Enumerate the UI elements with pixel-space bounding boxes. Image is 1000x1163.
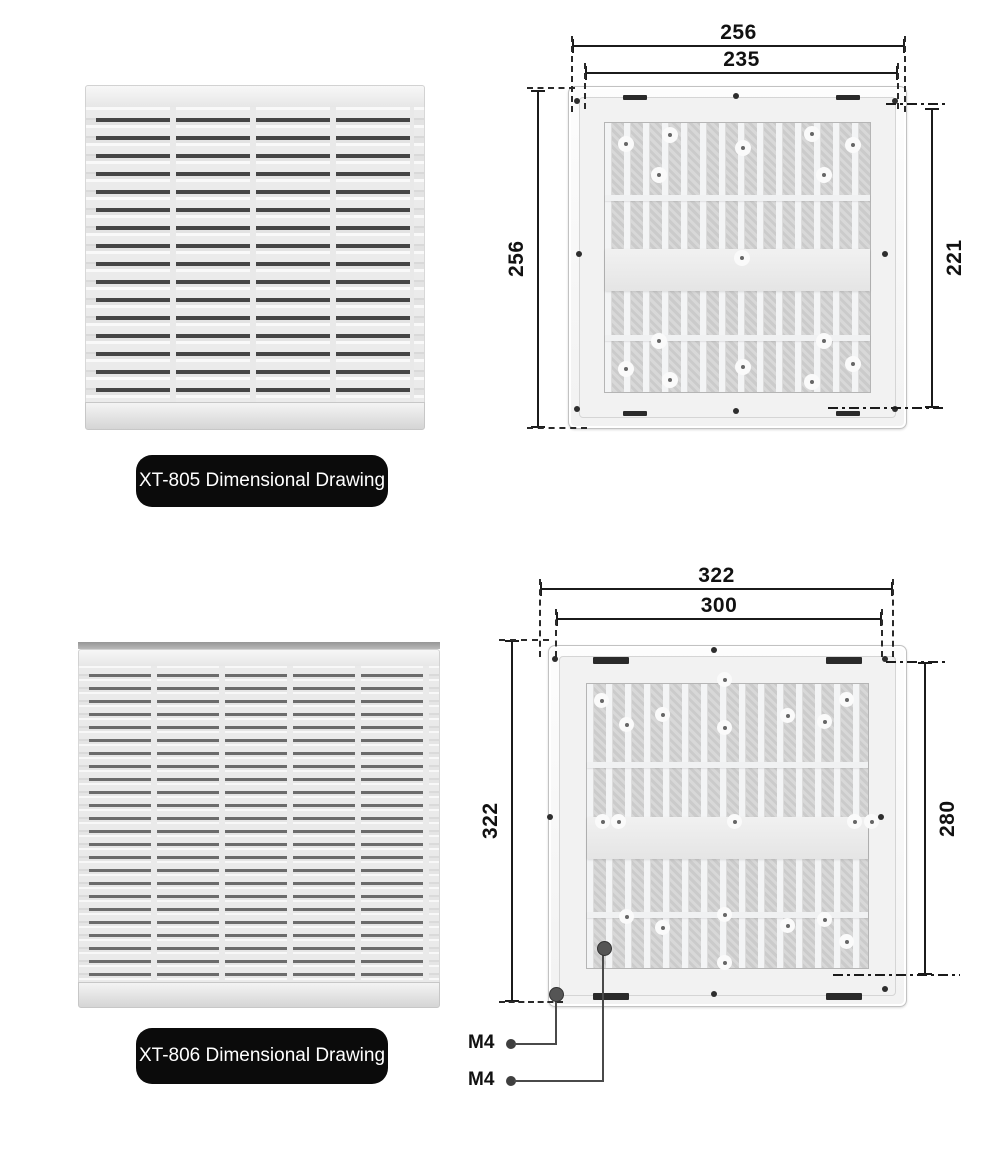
mounting-slot-marks (593, 657, 629, 664)
leader-line (602, 951, 604, 1082)
grille-louvers (78, 666, 440, 984)
dim-line-outer-height-806 (511, 640, 513, 1002)
grille-rail (587, 762, 868, 768)
filter-media (586, 683, 869, 969)
dim-line-outer-width-806 (540, 588, 893, 590)
xt806-badge: XT-806 Dimensional Drawing (136, 1028, 388, 1084)
dim-label-inner-height-805: 221 (943, 239, 966, 277)
dim-label-outer-width-806: 322 (698, 564, 735, 587)
grille-base (78, 982, 440, 1008)
extension-line (555, 609, 557, 657)
leader-line (555, 996, 557, 1045)
extension-line (881, 609, 883, 657)
centerline (886, 661, 948, 663)
dim-label-inner-width-805: 235 (723, 48, 760, 71)
m4-hole-inner (597, 941, 612, 956)
extension-line (892, 579, 894, 657)
centerline (833, 974, 960, 976)
leader-line (514, 1080, 604, 1082)
m4-callout-label-1: M4 (468, 1032, 495, 1053)
grille-rail (587, 912, 868, 918)
grille-center-band (587, 817, 868, 859)
dim-line-inner-height-806 (924, 662, 926, 975)
clip-hole-centers (723, 678, 727, 682)
m4-callout-label-2: M4 (468, 1069, 495, 1090)
dim-label-outer-width-805: 256 (720, 21, 757, 44)
m4-hole-corner (549, 987, 564, 1002)
leader-line (514, 1043, 557, 1045)
grille-top-rim (78, 649, 440, 667)
grille-top-edge (78, 642, 440, 649)
dim-line-inner-width-806 (556, 618, 882, 620)
xt806-front-photo (78, 642, 440, 1008)
dim-label-outer-height-806: 322 (479, 802, 502, 840)
dim-label-inner-height-806: 280 (936, 800, 959, 837)
extension-line (499, 639, 549, 641)
dim-label-outer-height-805: 256 (505, 240, 528, 278)
dim-label-inner-width-806: 300 (700, 594, 738, 617)
grille-slots (89, 666, 429, 984)
xt805-badge: XT-805 Dimensional Drawing (136, 455, 388, 507)
extension-line (539, 579, 541, 657)
